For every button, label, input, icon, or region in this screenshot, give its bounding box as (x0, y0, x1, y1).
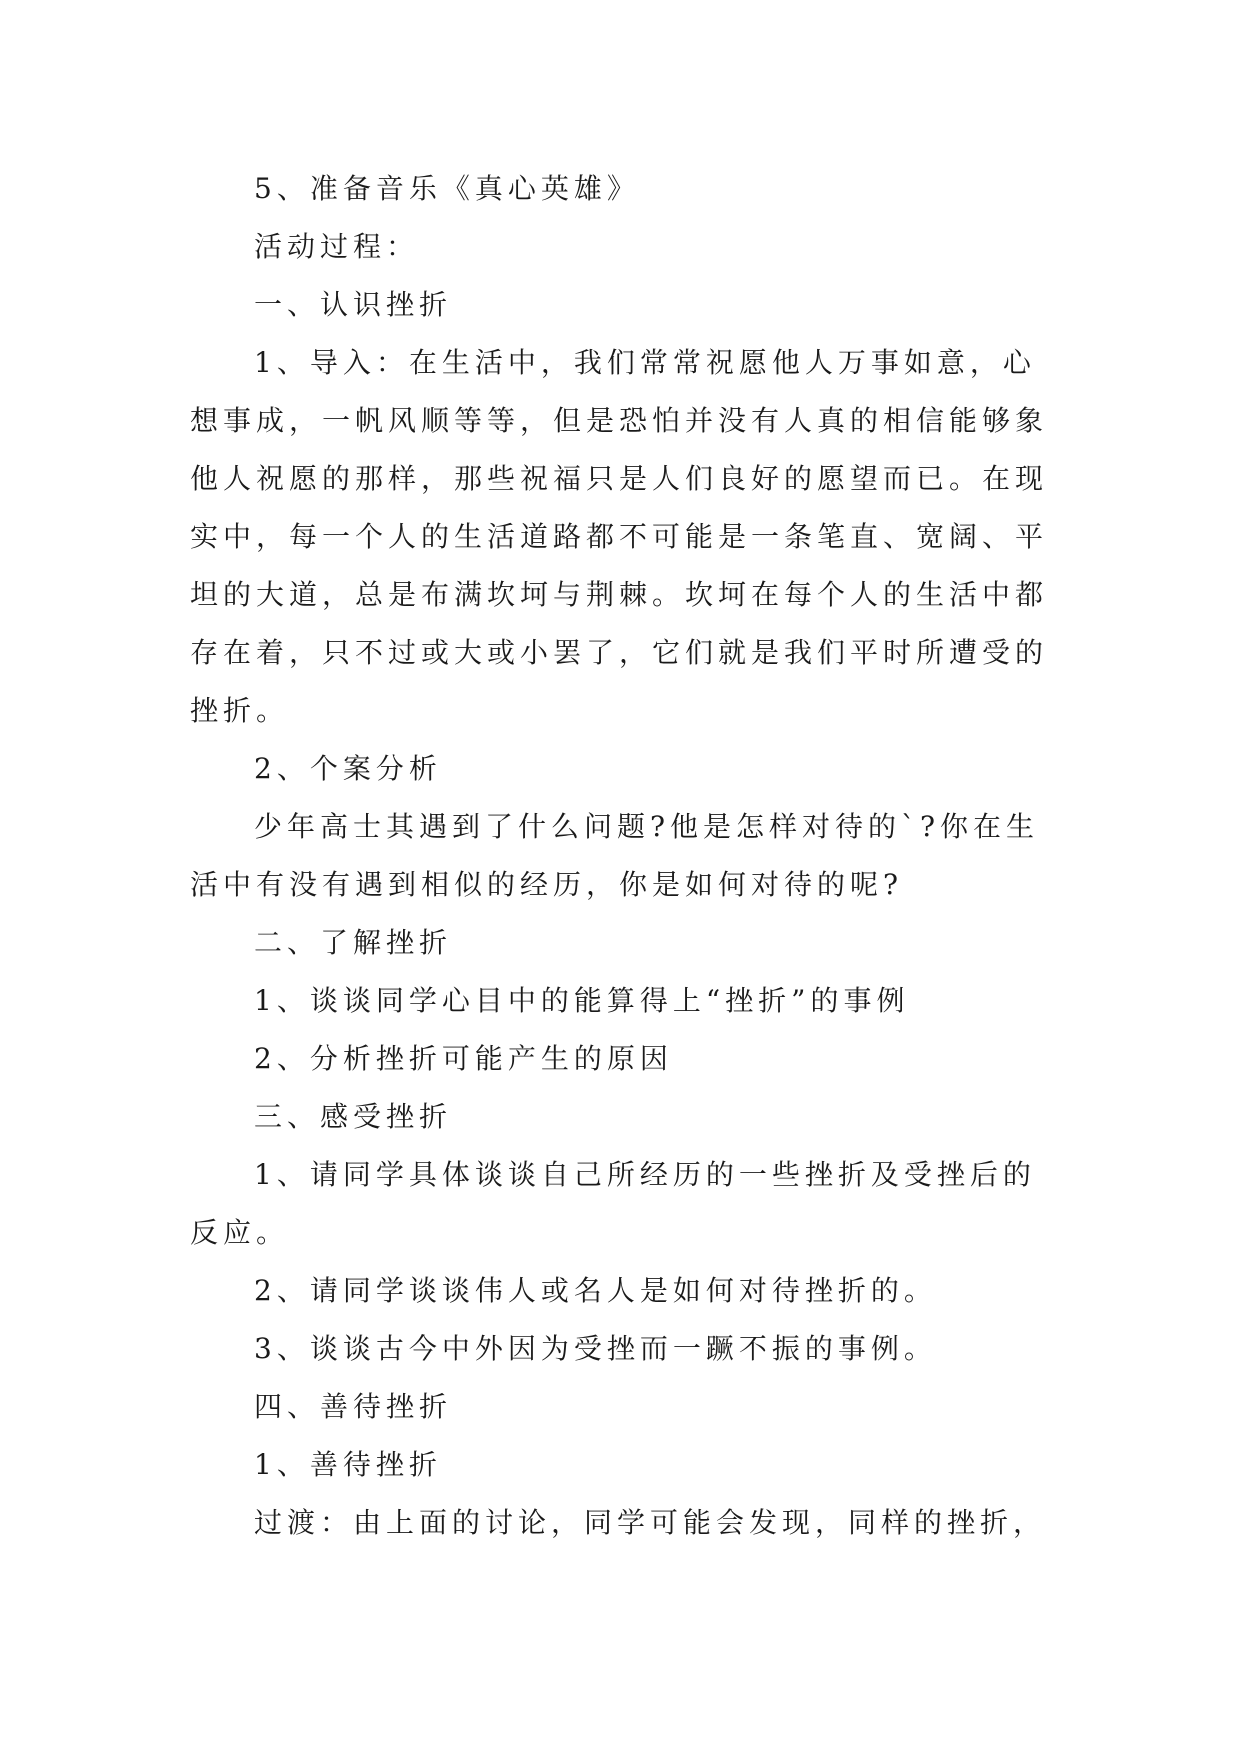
paragraph-transition: 过渡：由上面的讨论，同学可能会发现，同样的挫折， (254, 1506, 1047, 1539)
paragraph-case-analysis: 2、个案分析 (254, 752, 442, 785)
paragraph-introduction: 1、导入：在生活中，我们常常祝愿他人万事如意，心想事成，一帆风顺等等，但是恐怕并没有人真的相信能够象他人祝愿的那样，那些祝福只是人们良好的愿望而已。在现实中，每一个人的生活道路都不可能是一条笔直、宽阔、平坦的大道，总是布满坎坷与荆棘。坎坷在每个人的生活中都存在着，只不过或大或小罢了，它们就是我们平时所遭受的挫折。 (190, 346, 1049, 727)
section-heading-feel: 三、感受挫折 (254, 1100, 453, 1133)
section-heading-recognize: 一、认识挫折 (254, 288, 453, 321)
paragraph-discuss-examples: 1、谈谈同学心目中的能算得上“挫折”的事例 (254, 984, 910, 1017)
paragraph-activity-process: 活动过程： (254, 230, 420, 263)
paragraph-case-questions: 少年高士其遇到了什么问题?他是怎样对待的`?你在生活中有没有遇到相似的经历，你是如何对待的呢? (190, 810, 1040, 901)
section-heading-understand: 二、了解挫折 (254, 926, 453, 959)
section-heading-treat: 四、善待挫折 (254, 1390, 453, 1423)
paragraph-treat-setbacks: 1、善待挫折 (254, 1448, 442, 1481)
paragraph-materials-music: 5、准备音乐《真心英雄》 (254, 172, 640, 205)
paragraph-analyze-causes: 2、分析挫折可能产生的原因 (254, 1042, 673, 1075)
document-page (190, 160, 1050, 1552)
paragraph-great-people: 2、请同学谈谈伟人或名人是如何对待挫折的。 (254, 1274, 937, 1307)
paragraph-failure-examples: 3、谈谈古今中外因为受挫而一蹶不振的事例。 (254, 1332, 937, 1365)
paragraph-personal-experience: 1、请同学具体谈谈自己所经历的一些挫折及受挫后的反应。 (190, 1158, 1036, 1249)
